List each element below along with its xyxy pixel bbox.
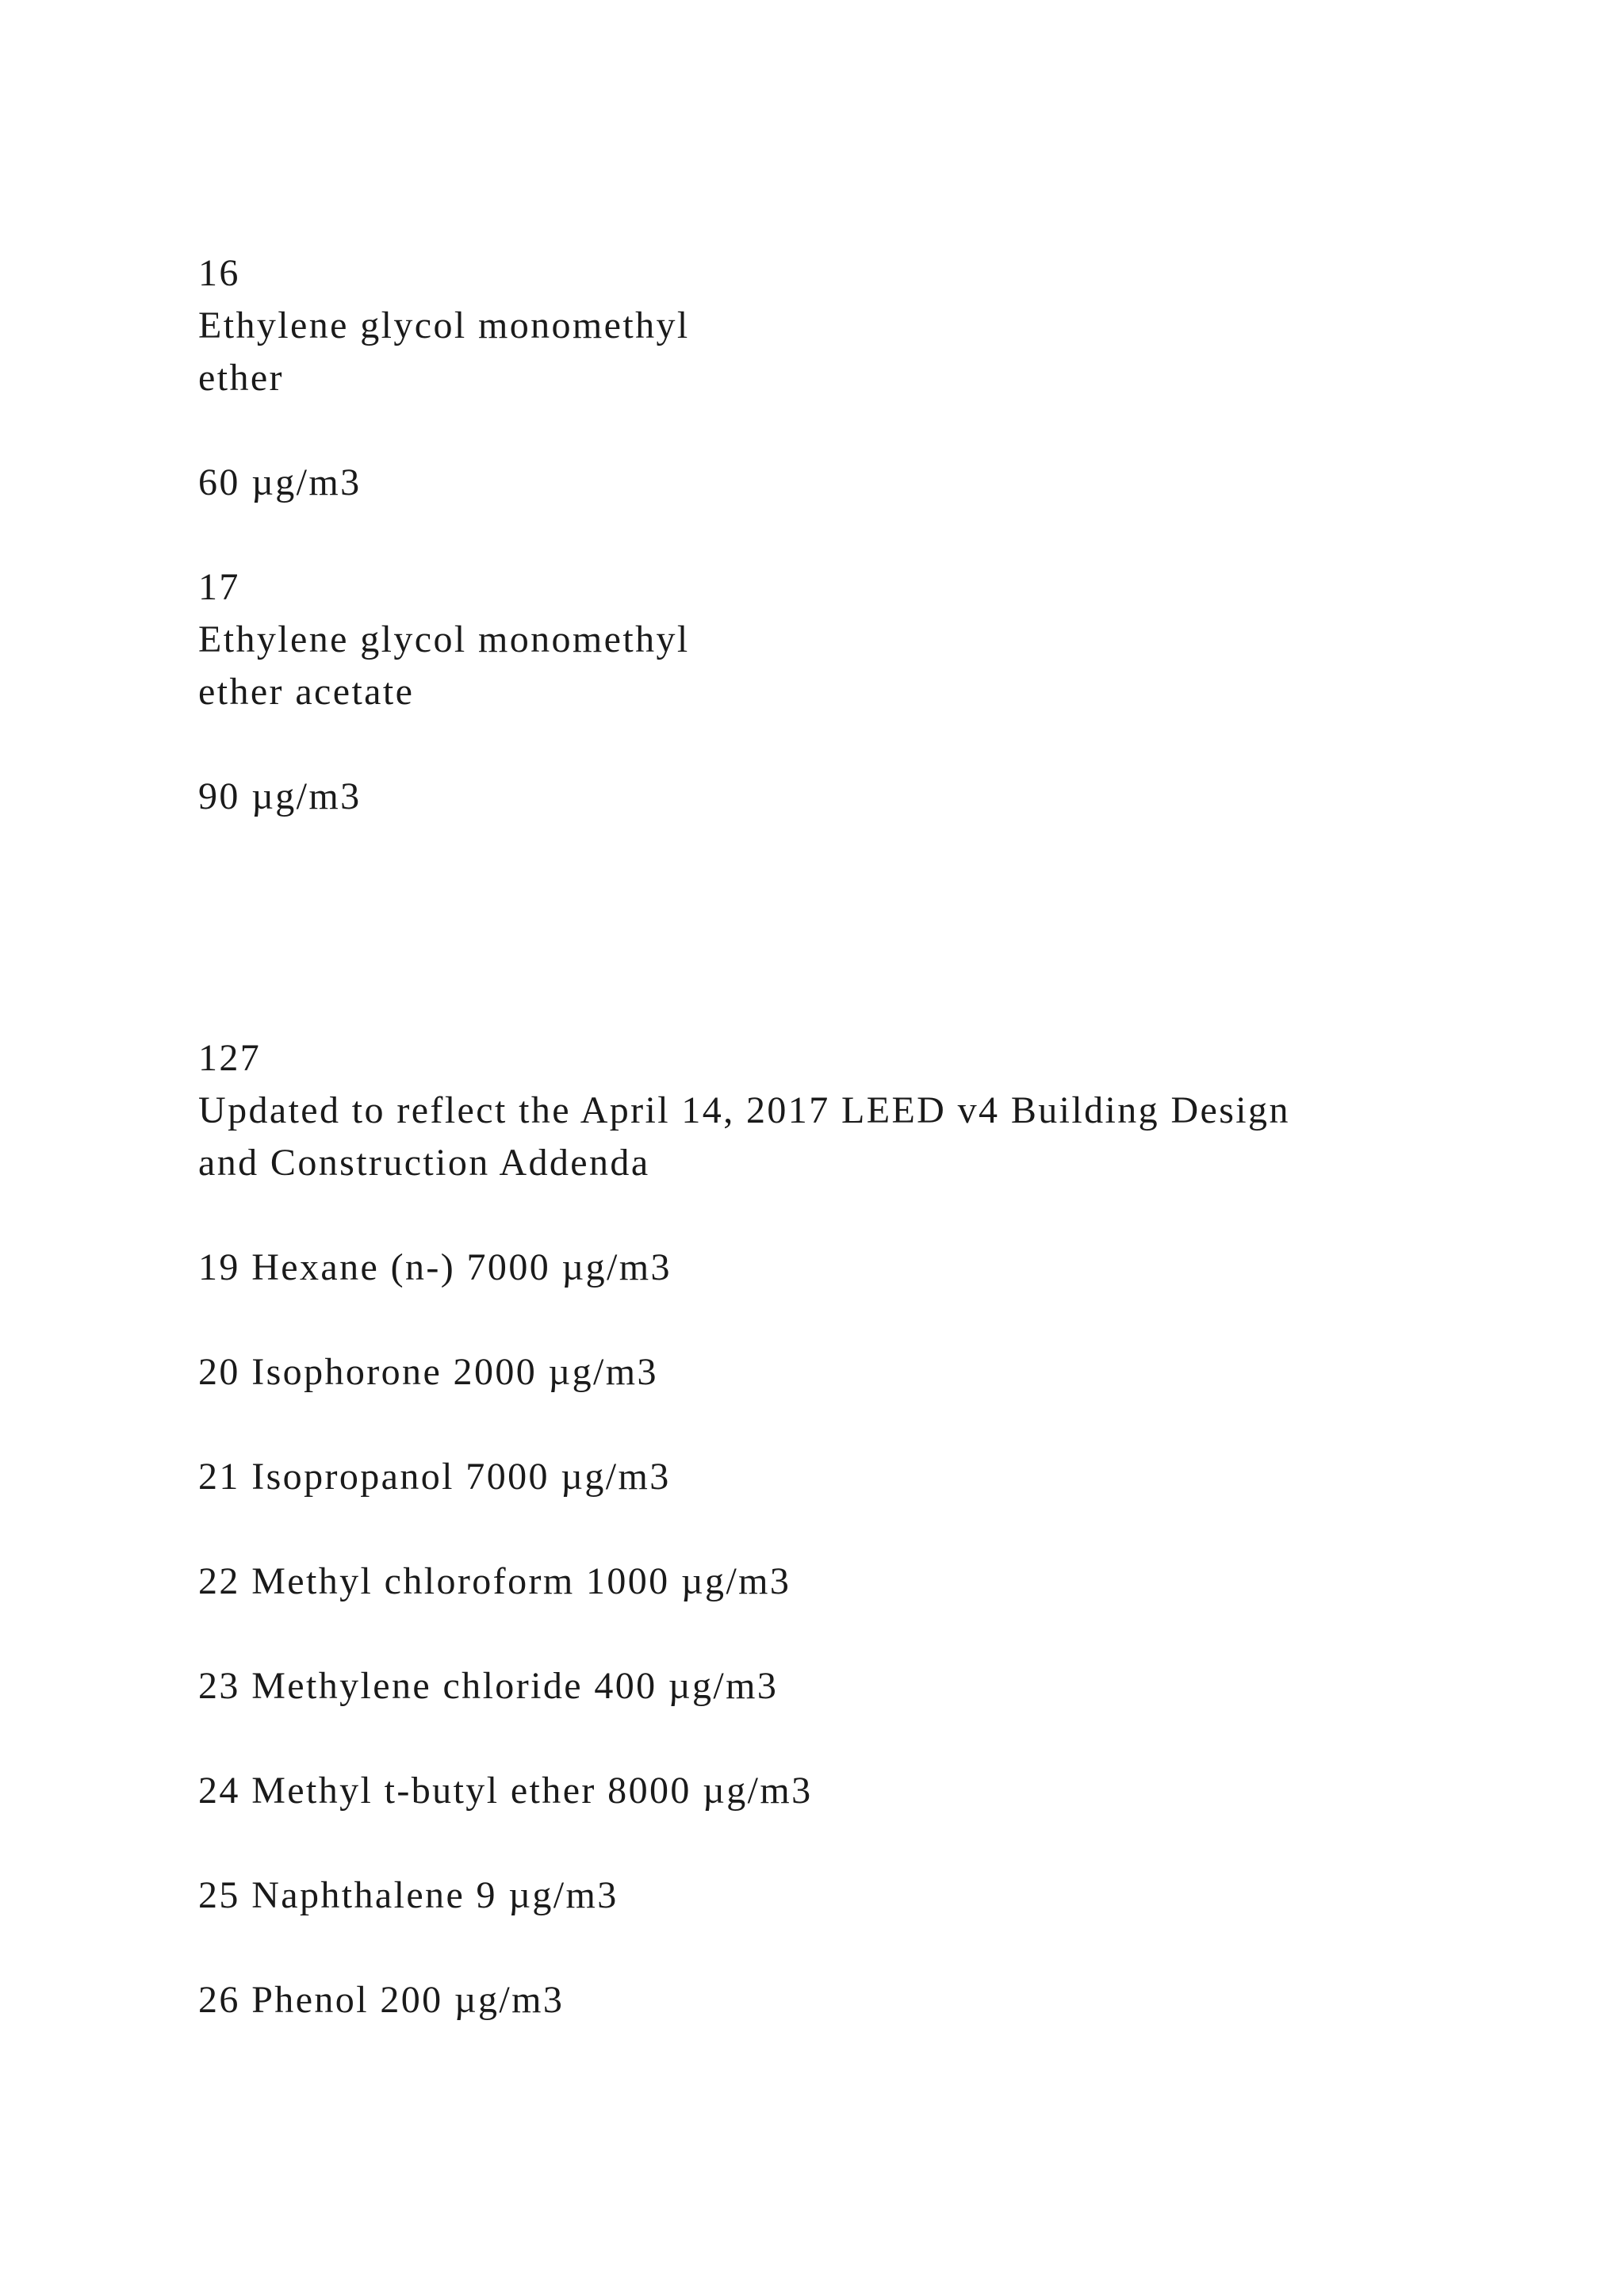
entry-16-name-line2: ether	[198, 357, 284, 399]
table-row: 25 Naphthalene 9 µg/m3	[198, 1874, 619, 1916]
entry-16-name-line1: Ethylene glycol monomethyl	[198, 304, 690, 346]
table-row: 20 Isophorone 2000 µg/m3	[198, 1351, 658, 1393]
table-row: 21 Isopropanol 7000 µg/m3	[198, 1456, 671, 1498]
entry-17-number: 17	[198, 566, 240, 608]
entry-17-value: 90 µg/m3	[198, 775, 362, 817]
table-row: 22 Methyl chloroform 1000 µg/m3	[198, 1560, 791, 1602]
table-row: 26 Phenol 200 µg/m3	[198, 1979, 565, 2021]
table-row: 19 Hexane (n-) 7000 µg/m3	[198, 1246, 672, 1288]
entry-16-value: 60 µg/m3	[198, 461, 362, 503]
entry-16-number: 16	[198, 252, 240, 294]
addenda-note-line1: Updated to reflect the April 14, 2017 LEED v4 Building Design	[198, 1089, 1290, 1131]
entry-17-name-line1: Ethylene glycol monomethyl	[198, 618, 690, 660]
entry-17-name-line2: ether acetate	[198, 671, 415, 713]
page-number: 127	[198, 1037, 262, 1079]
addenda-note-line2: and Construction Addenda	[198, 1142, 650, 1184]
table-row: 24 Methyl t-butyl ether 8000 µg/m3	[198, 1770, 813, 1812]
table-row: 23 Methylene chloride 400 µg/m3	[198, 1665, 779, 1707]
